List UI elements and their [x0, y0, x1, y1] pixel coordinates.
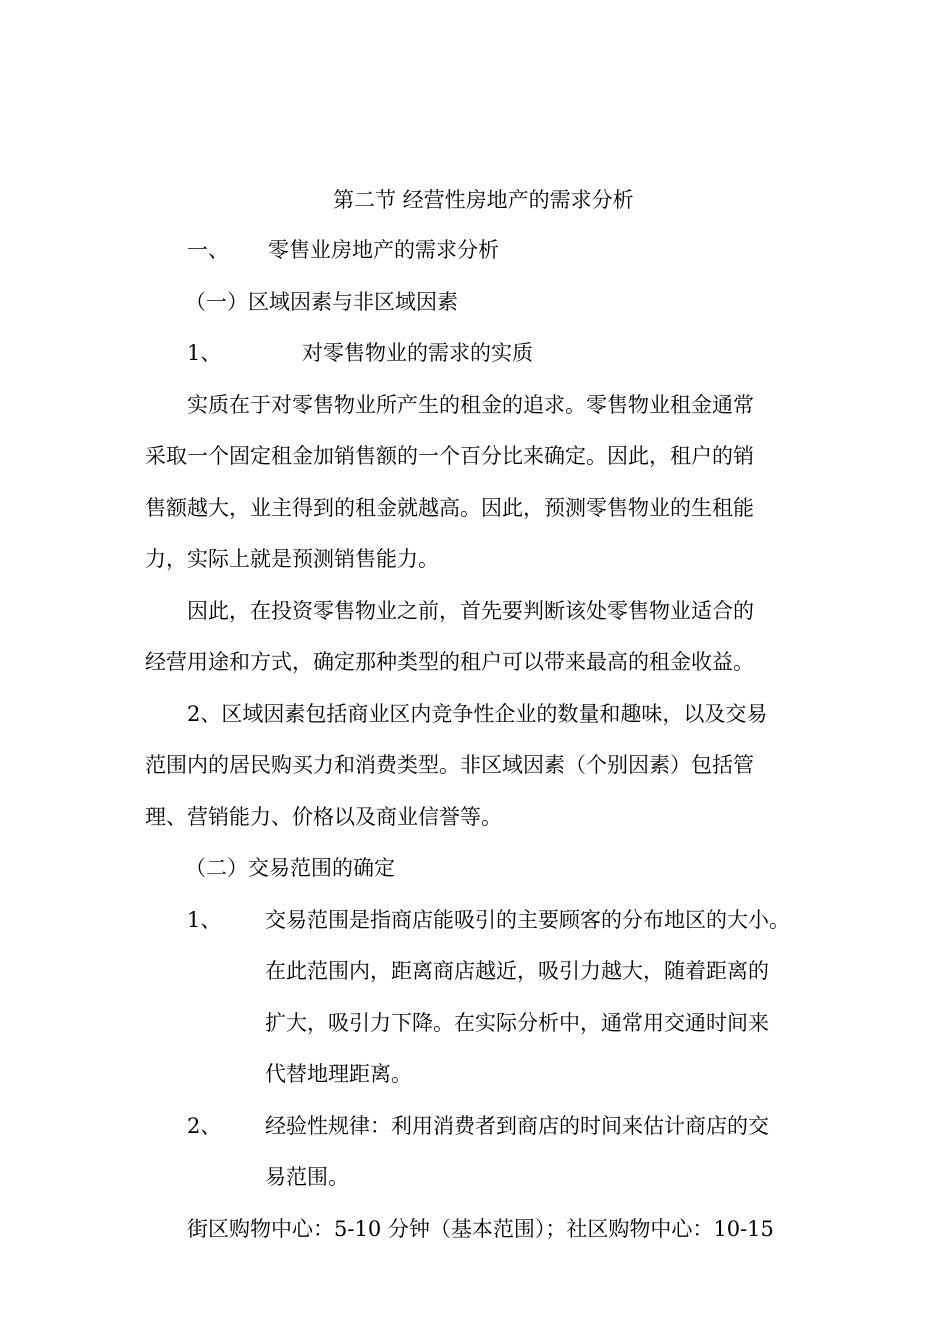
item1-number: 1、 — [187, 341, 222, 365]
subheading-2: （二）交易范围的确定 — [185, 856, 395, 880]
page-title: 第二节 经营性房地产的需求分析 — [333, 188, 634, 212]
paragraph-3-line-2: 范围内的居民购买力和消费类型。非区域因素（个别因素）包括管 — [145, 753, 754, 777]
item1-text: 对零售物业的需求的实质 — [302, 341, 533, 365]
heading1-number: 一、 — [187, 238, 229, 262]
paragraph-1-line-4: 力，实际上就是预测销售能力。 — [145, 547, 439, 571]
list2-item2-number: 2、 — [187, 1114, 222, 1138]
list2-item1-line-4: 代替地理距离。 — [265, 1062, 412, 1086]
paragraph-1-line-1: 实质在于对零售物业所产生的租金的追求。零售物业租金通常 — [187, 393, 754, 417]
list2-item1-line-2: 在此范围内，距离商店越近，吸引力越大，随着距离的 — [265, 959, 769, 983]
paragraph-1-line-3: 售额越大，业主得到的租金就越高。因此，预测零售物业的生租能 — [145, 496, 754, 520]
list2-item2-line-1: 经验性规律：利用消费者到商店的时间来估计商店的交 — [265, 1114, 769, 1138]
paragraph-2-line-1: 因此，在投资零售物业之前，首先要判断该处零售物业适合的 — [187, 599, 754, 623]
paragraph-3-line-3: 理、营销能力、价格以及商业信誉等。 — [145, 805, 502, 829]
subheading-1: （一）区域因素与非区域因素 — [185, 290, 458, 314]
list2-item1-line-3: 扩大，吸引力下降。在实际分析中，通常用交通时间来 — [265, 1011, 769, 1035]
paragraph-2-line-2: 经营用途和方式，确定那种类型的租户可以带来最高的租金收益。 — [145, 650, 754, 674]
paragraph-1-line-2: 采取一个固定租金加销售额的一个百分比来确定。因此，租户的销 — [145, 444, 754, 468]
list2-item2-line-2: 易范围。 — [265, 1165, 349, 1189]
list2-item1-number: 1、 — [187, 908, 222, 932]
heading1-text: 零售业房地产的需求分析 — [268, 238, 499, 262]
paragraph-3-line-1: 2、区域因素包括商业区内竞争性企业的数量和趣味，以及交易 — [187, 702, 768, 726]
last-line: 街区购物中心：5-10 分钟（基本范围）；社区购物中心：10-15 — [187, 1217, 774, 1241]
list2-item1-line-1: 交易范围是指商店能吸引的主要顾客的分布地区的大小。 — [265, 908, 790, 932]
